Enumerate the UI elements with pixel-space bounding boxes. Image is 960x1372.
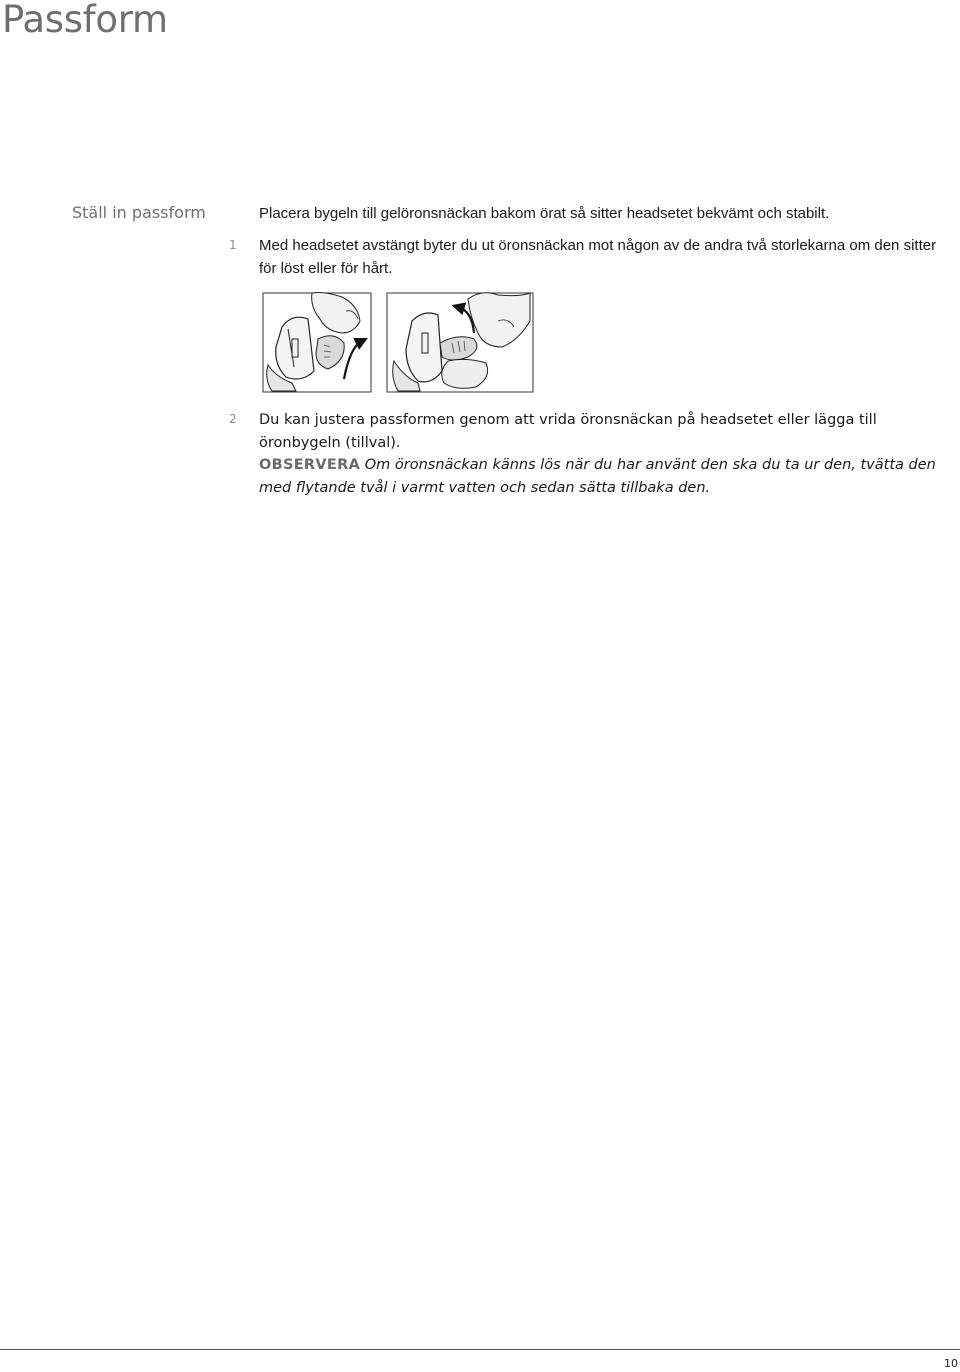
note-paragraph	[259, 454, 959, 499]
note-label: OBSERVERA	[259, 457, 361, 473]
step-number-1: 1	[229, 238, 237, 252]
section-label: Ställ in passform	[72, 203, 206, 222]
step-number-2: 2	[229, 412, 237, 426]
page-number: 10	[944, 1357, 958, 1370]
note-text: Om öronsnäckan känns lös när du har använt den ska du ta ur den, tvätta den med flytande tvål i varmt vatten och sedan sätta tillbaka den.	[259, 457, 936, 496]
page-title: Passform	[2, 0, 168, 41]
step-2-text: Du kan justera passformen genom att vrida öronsnäckan på headsetet eller lägga till öronbygeln (tillval).	[259, 412, 877, 451]
footer-divider	[0, 1349, 960, 1350]
illustration-panel-2	[387, 293, 533, 392]
eartip-illustration	[262, 291, 537, 395]
step-1-text: Med headsetet avstängt byter du ut öronsnäckan mot någon av de andra två storlekarna om den sitter för löst eller för hårt.	[259, 237, 937, 277]
illustration-panel-1	[263, 293, 371, 393]
intro-text: Placera bygeln till gelöronsnäckan bakom örat så sitter headsetet bekvämt och stabilt.	[259, 205, 830, 222]
